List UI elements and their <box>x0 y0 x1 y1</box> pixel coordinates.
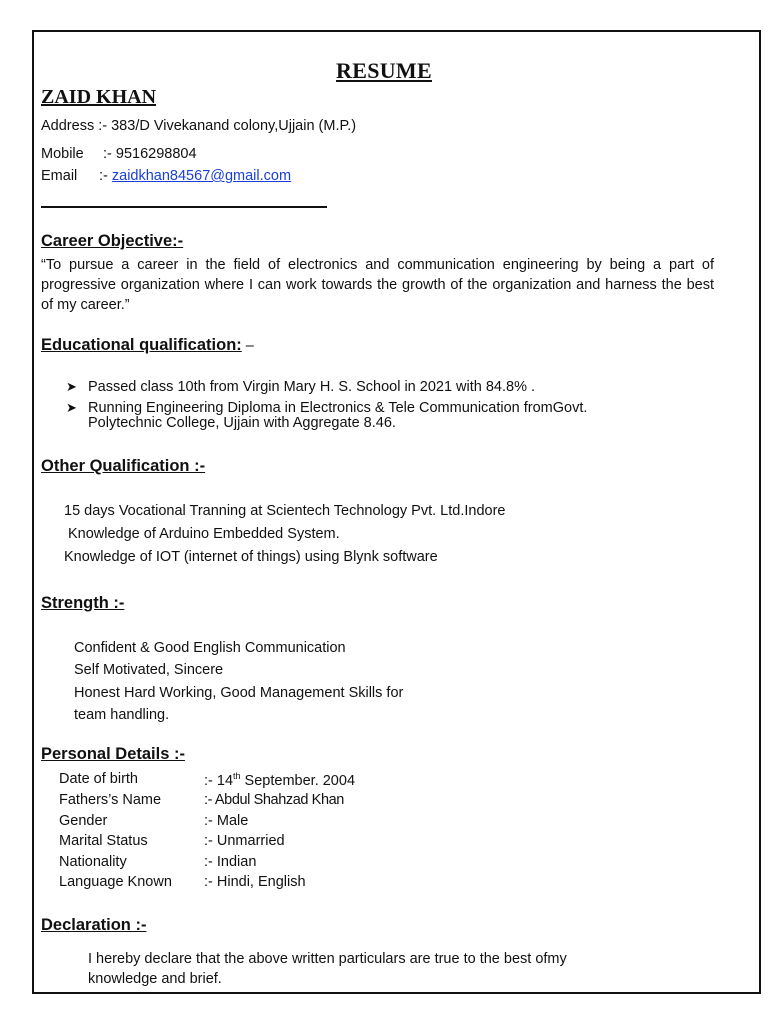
address-value: :- 383/D Vivekanand colony,Ujjain (M.P.) <box>98 118 357 134</box>
education-heading-label: Educational qualification: <box>41 336 242 354</box>
declaration-text-line: knowledge and brief. <box>88 971 222 987</box>
gender-value: :- Male <box>204 813 249 829</box>
email-label: Email <box>41 168 78 184</box>
dob-value <box>204 771 355 789</box>
marital-status-label: Marital Status <box>59 833 148 849</box>
declaration-text-line: I hereby declare that the above written particulars are true to the best ofmy <box>88 951 567 967</box>
dob-month-year: September. 2004 <box>240 772 356 789</box>
career-objective-heading: Career Objective:- <box>41 232 184 250</box>
strength-item: Honest Hard Working, Good Management Skills for <box>74 685 404 701</box>
education-item <box>66 400 587 416</box>
education-item-text: Running Engineering Diploma in Electronics & Tele Communication fromGovt. <box>88 400 588 416</box>
address-line <box>41 118 356 134</box>
strength-item: team handling. <box>74 707 170 723</box>
father-name-label: Fathers’s Name <box>59 792 162 808</box>
personal-details-heading: Personal Details :- <box>41 745 185 763</box>
nationality-label: Nationality <box>59 854 127 870</box>
language-label: Language Known <box>59 874 172 890</box>
education-heading-suffix: – <box>241 338 254 354</box>
education-heading <box>41 336 254 355</box>
other-qualification-item: Knowledge of Arduino Embedded System. <box>68 526 340 542</box>
email-link[interactable]: zaidkhan84567@gmail.com <box>111 168 292 184</box>
declaration-heading: Declaration :- <box>41 916 147 934</box>
document-title: RESUME <box>336 58 432 83</box>
candidate-name: ZAID KHAN <box>41 86 157 108</box>
strength-item: Self Motivated, Sincere <box>74 662 224 678</box>
address-label: Address <box>41 118 95 134</box>
dob-day: :- 14 <box>204 772 234 789</box>
arrow-bullet-icon: ➤ <box>66 400 77 415</box>
mobile-line <box>41 146 197 162</box>
strength-item: Confident & Good English Communication <box>74 640 346 656</box>
mobile-label: Mobile <box>41 146 84 162</box>
education-item <box>66 379 535 395</box>
language-value: :- Hindi, English <box>204 874 306 890</box>
other-qualification-heading: Other Qualification :- <box>41 457 206 475</box>
marital-status-value: :- Unmarried <box>204 833 285 849</box>
header-divider <box>41 206 327 208</box>
email-line <box>41 168 291 184</box>
gender-label: Gender <box>59 813 108 829</box>
education-item-text: Passed class 10th from Virgin Mary H. S. School in 2021 with 84.8% . <box>88 379 536 395</box>
education-item-continuation: Polytechnic College, Ujjain with Aggregate 8.46. <box>88 415 396 431</box>
other-qualification-item: 15 days Vocational Tranning at Scientech Technology Pvt. Ltd.Indore <box>64 503 506 519</box>
father-name-value: :- Abdul Shahzad Khan <box>204 792 344 808</box>
mobile-value: :- 9516298804 <box>103 146 197 162</box>
nationality-value: :- Indian <box>204 854 257 870</box>
email-separator: :- <box>99 168 112 184</box>
career-objective-text: “To pursue a career in the field of electronics and communication engineering by being a part of progressive organization where I can work towards the growth of the organization and harness the best of my career.” <box>41 257 714 313</box>
dob-ordinal: th <box>233 771 241 781</box>
strength-heading: Strength :- <box>41 594 125 612</box>
other-qualification-item: Knowledge of IOT (internet of things) using Blynk software <box>64 549 438 565</box>
arrow-bullet-icon: ➤ <box>66 379 77 394</box>
dob-label: Date of birth <box>59 771 138 787</box>
